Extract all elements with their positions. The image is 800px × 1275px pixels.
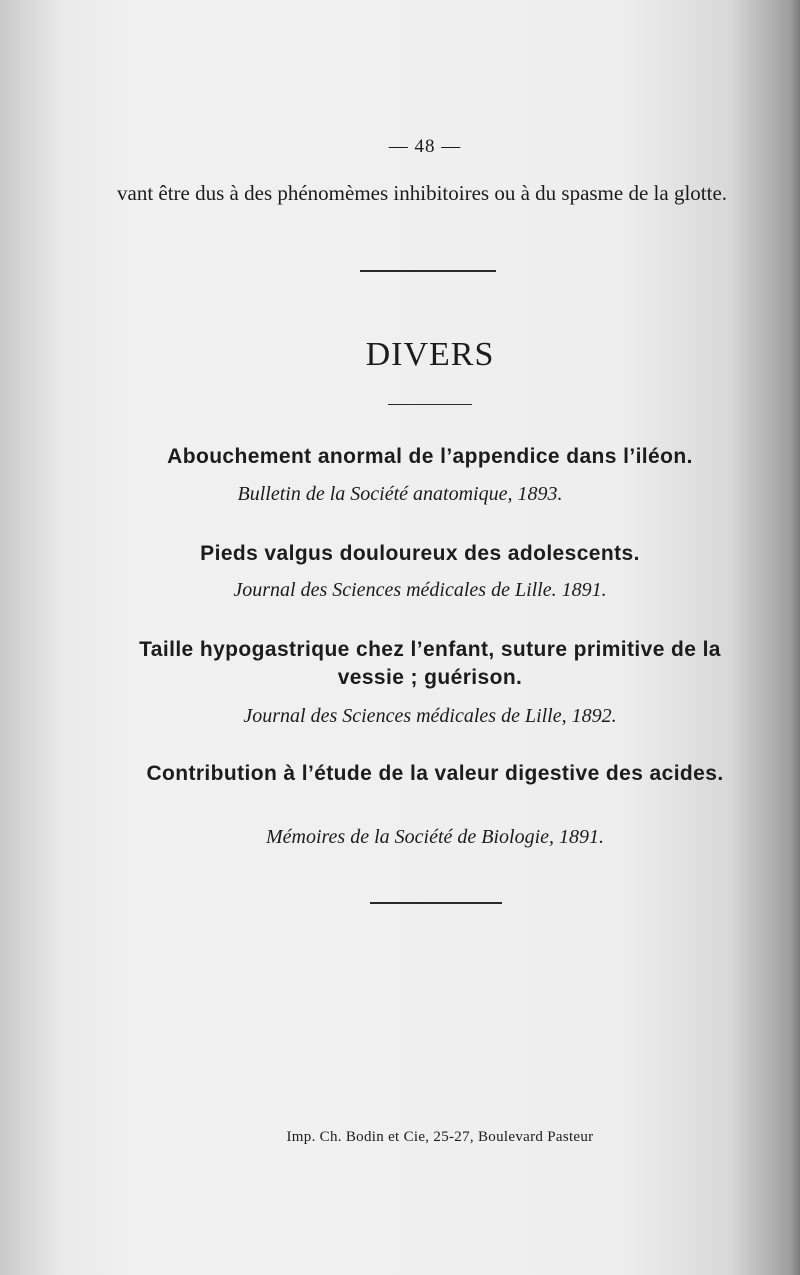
closing-rule xyxy=(370,902,502,904)
section-title: DIVERS xyxy=(365,336,495,373)
divider-rule xyxy=(360,270,496,272)
entry-title: Contribution à l’étude de la valeur digestive des acides. xyxy=(146,762,724,785)
entry-source: Journal des Sciences médicales de Lille. 1891. xyxy=(233,579,607,601)
printer-imprint: Imp. Ch. Bodin et Cie, 25-27, Boulevard Pasteur xyxy=(286,1129,594,1145)
entry-source: Bulletin de la Société anatomique, 1893. xyxy=(237,483,563,505)
entry-source: Mémoires de la Société de Biologie, 1891. xyxy=(265,826,605,848)
entry-title: Taille hypogastrique chez l’enfant, suture primitive de la vessie ; guérison. xyxy=(139,638,721,689)
intro-paragraph: vant être dus à des phénomèmes inhibitoires ou à du spasme de la glotte. xyxy=(117,181,728,205)
entry-source: Journal des Sciences médicales de Lille, 1892. xyxy=(243,705,617,727)
title-underline xyxy=(388,404,472,405)
entry-title: Pieds valgus douloureux des adolescents. xyxy=(200,542,640,565)
entry-title: Abouchement anormal de l’appendice dans l’iléon. xyxy=(167,445,693,468)
page-number: — 48 — xyxy=(388,136,462,157)
